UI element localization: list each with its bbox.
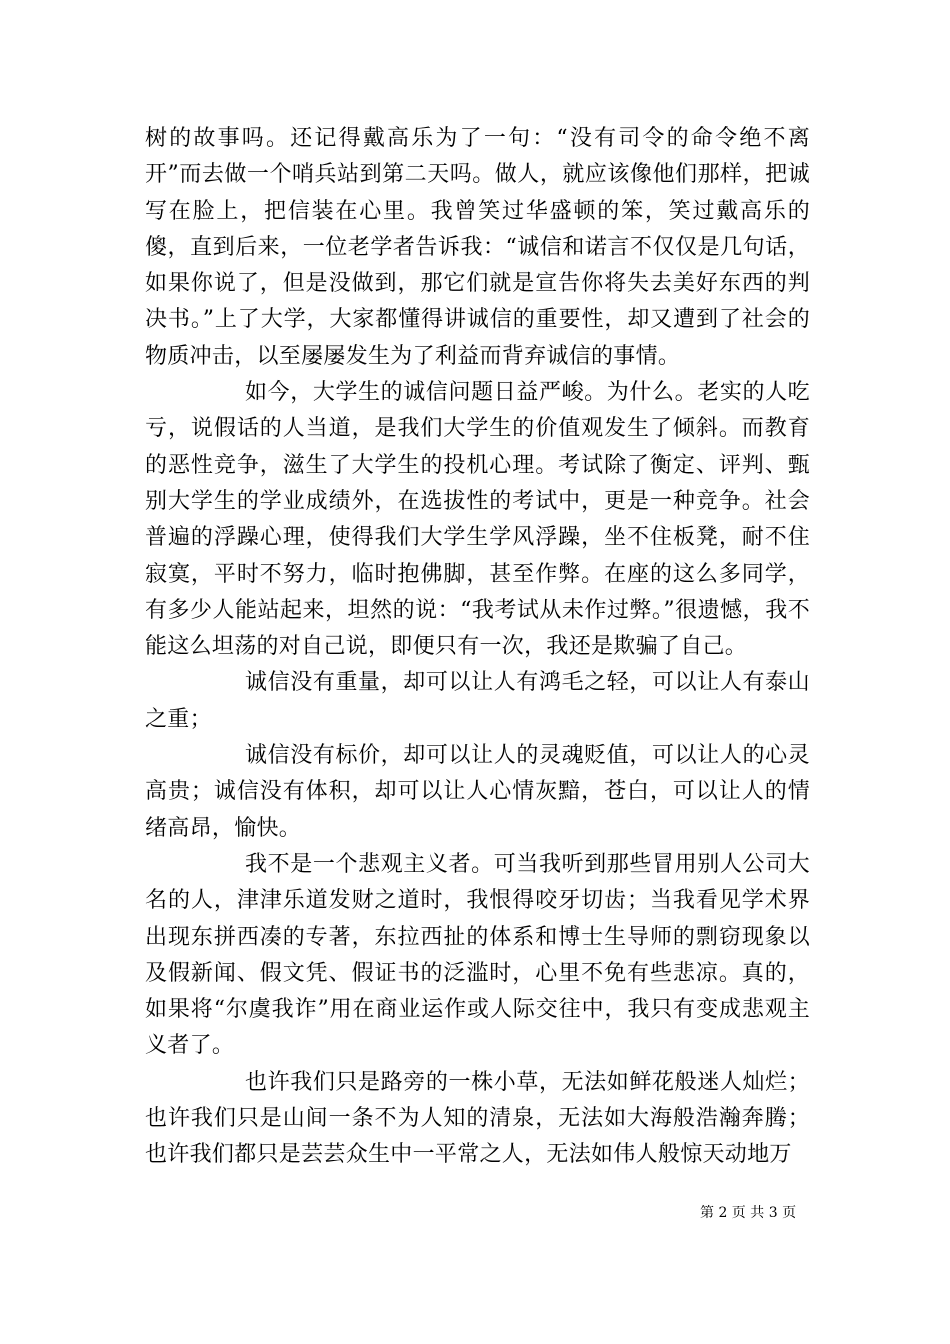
paragraph: 如今，大学生的诚信问题日益严峻。为什么。老实的人吃亏，说假话的人当道，是我们大学生的价值观发生了倾斜。而教育的恶性竞争，滋生了大学生的投机心理。考试除了衡定、评判、甄别大学生的学业成绩外，在选拔性的考试中，更是一种竞争。社会普遍的浮躁心理，使得我们大学生学风浮躁，坐不住板凳，耐不住寂寞，平时不努力，临时抱佛脚，甚至作弊。在座的这么多同学，有多少人能站起来，坦然的说：“我考试从未作过弊。”很遗憾，我不能这么坦荡的对自己说，即便只有一次，我还是欺骗了自己。 <box>145 380 810 660</box>
paragraph: 也许我们只是路旁的一株小草，无法如鲜花般迷人灿烂；也许我们只是山间一条不为人知的清泉，无法如大海般浩瀚奔腾；也许我们都只是芸芸众生中一平常之人，无法如伟人般惊天动地万 <box>145 1069 810 1168</box>
page-number-footer: 第 2 页 共 3 页 <box>700 1205 797 1221</box>
paragraph: 诚信没有标价，却可以让人的灵魂贬值，可以让人的心灵高贵；诚信没有体积，却可以让人心情灰黯，苍白，可以让人的情绪高昂，愉快。 <box>145 743 810 841</box>
paragraph: 诚信没有重量，却可以让人有鸿毛之轻，可以让人有泰山之重； <box>145 670 810 732</box>
document-body <box>145 121 810 1174</box>
paragraph: 我不是一个悲观主义者。可当我听到那些冒用别人公司大名的人，津津乐道发财之道时，我恨得咬牙切齿；当我看见学术界出现东拼西凑的专著，东拉西扯的体系和博士生导师的剽窃现象以及假新闻、假文凭、假证书的泛滥时，心里不免有些悲凉。真的，如果将“尔虞我诈”用在商业运作或人际交往中，我只有变成悲观主义者了。 <box>145 851 810 1059</box>
paragraph: 树的故事吗。还记得戴高乐为了一句：“没有司令的命令绝不离开”而去做一个哨兵站到第二天吗。做人，就应该像他们那样，把诚写在脸上，把信装在心里。我曾笑过华盛顿的笨，笑过戴高乐的傻，直到后来，一位老学者告诉我：“诚信和诺言不仅仅是几句话，如果你说了，但是没做到，那它们就是宣告你将失去美好东西的判决书。”上了大学，大家都懂得讲诚信的重要性，却又遭到了社会的物质冲击，以至屡屡发生为了利益而背弃诚信的事情。 <box>145 126 810 369</box>
